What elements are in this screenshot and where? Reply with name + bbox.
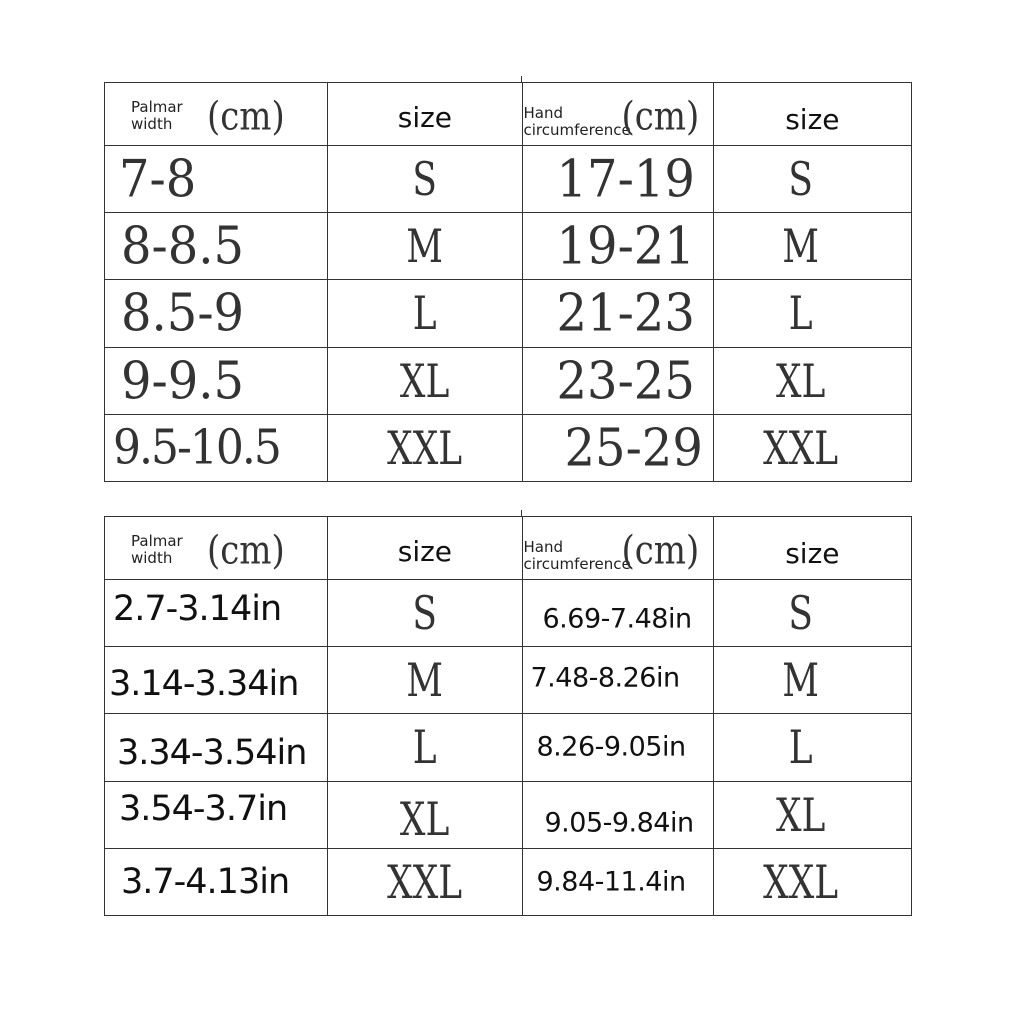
- size-value: XL: [775, 353, 826, 408]
- header-size: [713, 83, 911, 146]
- circumference-value: 9.84-11.4in: [536, 866, 686, 898]
- table-row: [105, 580, 912, 647]
- size-value: L: [412, 720, 437, 775]
- size-value: XL: [400, 353, 450, 408]
- table-row: [105, 647, 912, 714]
- circumference-value: 23-25: [556, 350, 695, 411]
- header-palmar-width: [105, 517, 328, 580]
- size-value: XL: [775, 787, 826, 842]
- size-value: XXL: [762, 854, 838, 909]
- size-value: M: [406, 219, 444, 274]
- table-row: [105, 213, 912, 280]
- size-value: XL: [400, 791, 450, 846]
- size-value: L: [788, 286, 813, 341]
- table-row: [105, 414, 912, 481]
- unit-label: (cm): [207, 94, 285, 140]
- palmar-value: 3.7-4.13in: [121, 861, 290, 902]
- circumference-value: 6.69-7.48in: [542, 603, 692, 635]
- circumference-value: 8.26-9.05in: [536, 731, 686, 763]
- table-row: [105, 146, 912, 213]
- palmar-width-label: Palmar width: [131, 98, 183, 133]
- palmar-width-label: Palmar width: [131, 532, 183, 567]
- circumference-value: 7.48-8.26in: [530, 662, 680, 694]
- size-value: M: [781, 653, 819, 708]
- table-row: [105, 714, 912, 781]
- palmar-value: 8-8.5: [121, 216, 245, 277]
- table-row: [105, 781, 912, 848]
- table-row: [105, 848, 912, 915]
- size-value: XXL: [387, 420, 463, 475]
- size-value: S: [412, 152, 438, 207]
- palmar-value: 9-9.5: [121, 350, 245, 411]
- size-value: XXL: [387, 854, 463, 909]
- size-value: L: [412, 286, 437, 341]
- header-size: [328, 517, 522, 580]
- palmar-value: 8.5-9: [121, 283, 245, 344]
- size-value: M: [781, 219, 819, 274]
- header-size: [328, 83, 522, 146]
- size-value: L: [788, 720, 813, 775]
- size-table-cm: [104, 82, 912, 482]
- table-header-row: [105, 517, 912, 580]
- size-value: S: [412, 586, 438, 641]
- unit-label: (cm): [621, 528, 700, 574]
- size-value: XXL: [762, 420, 838, 475]
- table-row: [105, 280, 912, 347]
- palmar-value: 9.5-10.5: [113, 420, 280, 476]
- size-header: size: [397, 101, 453, 134]
- size-header: size: [785, 103, 840, 136]
- circumference-value: 17-19: [556, 148, 695, 210]
- circumference-value: 9.05-9.84in: [544, 807, 694, 839]
- unit-label: (cm): [621, 94, 700, 140]
- palmar-value: 3.14-3.34in: [109, 664, 299, 705]
- hand-circumference-label: Hand circumference: [523, 538, 631, 573]
- size-table-inches: [104, 516, 912, 916]
- header-hand-circumference: [522, 83, 713, 146]
- circumference-value: 25-29: [564, 417, 703, 479]
- table-row: [105, 347, 912, 414]
- header-hand-circumference: [522, 517, 713, 580]
- size-value: S: [788, 152, 813, 207]
- header-size: [713, 517, 911, 580]
- palmar-value: 7-8: [119, 148, 197, 210]
- hand-circumference-label: Hand circumference: [523, 104, 631, 139]
- circumference-value: 21-23: [556, 283, 695, 344]
- size-value: M: [406, 653, 444, 708]
- unit-label: (cm): [207, 528, 285, 574]
- table-header-row: [105, 83, 912, 146]
- palmar-value: 2.7-3.14in: [113, 589, 282, 630]
- size-value: S: [788, 586, 813, 641]
- header-palmar-width: [105, 83, 328, 146]
- palmar-value: 3.34-3.54in: [117, 733, 307, 774]
- circumference-value: 19-21: [556, 216, 695, 277]
- size-header: size: [785, 537, 840, 570]
- size-header: size: [397, 535, 453, 568]
- palmar-value: 3.54-3.7in: [119, 788, 288, 829]
